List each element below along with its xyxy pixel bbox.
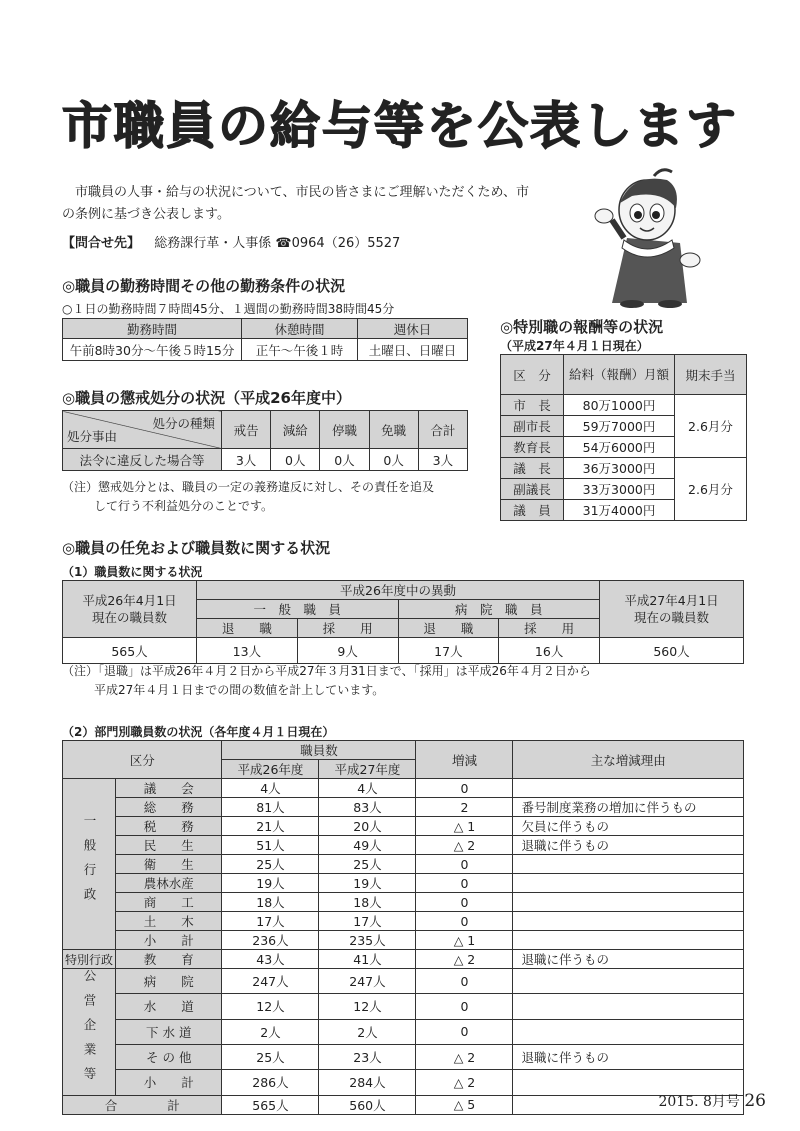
page-number: 26 <box>744 1091 766 1111</box>
header-end-count <box>600 581 744 638</box>
table-row <box>63 893 744 912</box>
dept-name: そ の 他 <box>116 1044 222 1069</box>
department-rows <box>63 779 744 1115</box>
total-y26: 565人 <box>222 1095 319 1114</box>
cell-general-hire: 9人 <box>297 638 398 664</box>
corner-reason: 処分事由 <box>67 429 118 444</box>
discipline-corner <box>63 411 222 449</box>
count-y27: 284人 <box>319 1070 416 1095</box>
header-hospital-staff: 病 院 職 員 <box>398 600 600 619</box>
header-reason: 主な増減理由 <box>513 741 744 779</box>
intro-body: 市職員の人事・給与の状況について、市民の皆さまにご理解いただくため、市の条例に基づき公表します。 <box>62 185 529 222</box>
count-diff: △ 1 <box>416 817 513 836</box>
pay-education-chief: 54万6000円 <box>564 437 675 458</box>
staff-note-line-2: 平成27年４月１日までの間の数値を計上しています。 <box>94 683 385 697</box>
count-diff: △ 1 <box>416 931 513 950</box>
count-y26: 236人 <box>222 931 319 950</box>
work-hours-summary: ○１日の勤務時間７時間45分、１週間の勤務時間38時間45分 <box>62 302 395 316</box>
count-y26: 4人 <box>222 779 319 798</box>
count-diff: △ 2 <box>416 950 513 969</box>
table-row <box>63 931 744 950</box>
count-y26: 247人 <box>222 969 319 994</box>
header-diff: 増減 <box>416 741 513 779</box>
contact-text: 総務課行革・人事係 ☎0964（26）5527 <box>154 236 401 251</box>
count-y26: 2人 <box>222 1019 319 1044</box>
count-y27: 25人 <box>319 855 416 874</box>
group-label <box>63 779 116 950</box>
dept-name: 民 生 <box>116 836 222 855</box>
count-y27: 49人 <box>319 836 416 855</box>
cell-hospital-hire: 16人 <box>499 638 600 664</box>
reason <box>513 969 744 994</box>
title-councillor: 議 員 <box>501 500 564 521</box>
dept-name: 総 務 <box>116 798 222 817</box>
table-row <box>63 817 744 836</box>
count-y26: 12人 <box>222 994 319 1019</box>
page-title: 市職員の給与等を公表します <box>62 97 738 155</box>
appointment-heading: ◎職員の任免および職員数に関する状況 <box>62 539 331 557</box>
header-total: 合計 <box>418 411 467 449</box>
count-y26: 25人 <box>222 855 319 874</box>
group-label <box>63 969 116 1096</box>
dept-name: 農林水産 <box>116 874 222 893</box>
special-pay-heading: ◎特別職の報酬等の状況 <box>500 318 664 336</box>
count-y27: 12人 <box>319 994 416 1019</box>
count-diff: 0 <box>416 994 513 1019</box>
header-category: 区 分 <box>501 355 564 395</box>
table-row <box>63 874 744 893</box>
table-row <box>63 969 744 994</box>
header-y27: 平成27年度 <box>319 760 416 779</box>
group-label-text: 一般行政 <box>82 813 97 912</box>
staff-count-note <box>62 662 591 700</box>
reason: 退職に伴うもの <box>513 836 744 855</box>
dept-name: 商 工 <box>116 893 222 912</box>
count-y26: 21人 <box>222 817 319 836</box>
reason <box>513 994 744 1019</box>
title-vice-chairman: 副議長 <box>501 479 564 500</box>
table-row <box>63 1070 744 1095</box>
title-chairman: 議 長 <box>501 458 564 479</box>
cell-break: 正午～午後１時 <box>242 339 358 361</box>
table-row <box>63 798 744 817</box>
table-row <box>63 1019 744 1044</box>
pay-chairman: 36万3000円 <box>564 458 675 479</box>
cell-dismissal: 0人 <box>369 449 418 471</box>
monthly-pay-label: 給料（報酬）月額 <box>568 366 669 382</box>
work-hours-table <box>62 318 468 361</box>
dept-name: 小 計 <box>116 931 222 950</box>
count-y27: 4人 <box>319 779 416 798</box>
count-diff: 0 <box>416 969 513 994</box>
count-diff: 0 <box>416 1019 513 1044</box>
header-break: 休憩時間 <box>242 319 358 339</box>
pay-vice-chairman: 33万3000円 <box>564 479 675 500</box>
header-y26: 平成26年度 <box>222 760 319 779</box>
header-dept: 区分 <box>63 741 222 779</box>
header-bonus: 期末手当 <box>675 355 747 395</box>
dept-name: 土 木 <box>116 912 222 931</box>
count-y26: 286人 <box>222 1070 319 1095</box>
bonus-council: 2.6月分 <box>675 458 747 521</box>
reason <box>513 855 744 874</box>
count-y26: 81人 <box>222 798 319 817</box>
dept-name: 水 道 <box>116 994 222 1019</box>
header-staff: 職員数 <box>222 741 416 760</box>
row-label: 法令に違反した場合等 <box>63 449 222 471</box>
start-date: 平成26年4月1日 <box>82 593 177 608</box>
issue-label: 2015. 8月号 <box>658 1094 740 1110</box>
header-general-hire: 採 用 <box>297 619 398 638</box>
count-y26: 18人 <box>222 893 319 912</box>
count-y27: 235人 <box>319 931 416 950</box>
cell-start-count: 565人 <box>63 638 197 664</box>
dept-name: 衛 生 <box>116 855 222 874</box>
cell-pay-cut: 0人 <box>271 449 320 471</box>
reason: 退職に伴うもの <box>513 1044 744 1069</box>
header-pay-cut: 減給 <box>271 411 320 449</box>
note-line-1: （注）懲戒処分とは、職員の一定の義務違反に対し、その責任を追及 <box>62 480 435 494</box>
title-education-chief: 教育長 <box>501 437 564 458</box>
reason <box>513 1019 744 1044</box>
group-label-text: 特別行政 <box>64 952 113 967</box>
count-y27: 2人 <box>319 1019 416 1044</box>
table-row <box>63 912 744 931</box>
cell-hospital-retire: 17人 <box>398 638 499 664</box>
count-y27: 247人 <box>319 969 416 994</box>
pay-mayor: 80万1000円 <box>564 395 675 416</box>
header-general-retire: 退 職 <box>197 619 298 638</box>
table-row <box>63 779 744 798</box>
header-hospital-retire: 退 職 <box>398 619 499 638</box>
dept-name: 教 育 <box>116 950 222 969</box>
header-changes: 平成26年度中の異動 <box>197 581 600 600</box>
reason <box>513 779 744 798</box>
total-y27: 560人 <box>319 1095 416 1114</box>
count-diff: 2 <box>416 798 513 817</box>
department-table <box>62 740 744 1115</box>
dept-name: 病 院 <box>116 969 222 994</box>
pay-councillor: 31万4000円 <box>564 500 675 521</box>
count-y26: 17人 <box>222 912 319 931</box>
title-mayor: 市 長 <box>501 395 564 416</box>
staff-count-subheading: （1）職員数に関する状況 <box>62 565 203 579</box>
reason <box>513 931 744 950</box>
reason: 番号制度業務の増加に伴うもの <box>513 798 744 817</box>
intro-text <box>62 182 532 226</box>
header-dismissal: 免職 <box>369 411 418 449</box>
table-row <box>63 836 744 855</box>
total-row <box>63 1095 744 1114</box>
pay-deputy-mayor: 59万7000円 <box>564 416 675 437</box>
count-y26: 51人 <box>222 836 319 855</box>
header-general-staff: 一 般 職 員 <box>197 600 399 619</box>
count-y27: 17人 <box>319 912 416 931</box>
staff-note-line-1: （注）「退職」は平成26年４月２日から平成27年３月31日まで、「採用」は平成26年４月２日から <box>62 664 591 678</box>
cell-reprimand: 3人 <box>222 449 271 471</box>
cell-suspension: 0人 <box>320 449 369 471</box>
note-line-2: して行う不利益処分のことです。 <box>94 499 274 513</box>
reason: 退職に伴うもの <box>513 950 744 969</box>
header-suspension: 停職 <box>320 411 369 449</box>
count-diff: △ 2 <box>416 1070 513 1095</box>
start-label: 現在の職員数 <box>91 610 167 625</box>
work-conditions-heading: ◎職員の勤務時間その他の勤務条件の状況 <box>62 277 346 295</box>
dept-name: 税 務 <box>116 817 222 836</box>
count-y26: 19人 <box>222 874 319 893</box>
footer <box>658 1091 766 1111</box>
header-hospital-hire: 採 用 <box>499 619 600 638</box>
table-row <box>63 1044 744 1069</box>
reason: 欠員に伴うもの <box>513 817 744 836</box>
table-row <box>63 994 744 1019</box>
special-pay-table <box>500 354 747 521</box>
special-pay-date: （平成27年４月１日現在） <box>500 339 649 353</box>
header-monthly-pay <box>564 355 675 395</box>
header-reprimand: 戒告 <box>222 411 271 449</box>
table-row <box>63 855 744 874</box>
end-date: 平成27年4月1日 <box>624 593 719 608</box>
reason <box>513 893 744 912</box>
count-diff: 0 <box>416 874 513 893</box>
contact-info <box>62 232 400 251</box>
count-y26: 43人 <box>222 950 319 969</box>
count-diff: 0 <box>416 779 513 798</box>
cell-end-count: 560人 <box>600 638 744 664</box>
count-diff: 0 <box>416 855 513 874</box>
mascot-illustration <box>592 168 712 308</box>
count-diff: △ 2 <box>416 836 513 855</box>
total-diff: △ 5 <box>416 1095 513 1114</box>
reason <box>513 874 744 893</box>
cell-work-hours: 午前8時30分～午後５時15分 <box>63 339 242 361</box>
department-subheading: （2）部門別職員数の状況（各年度４月１日現在） <box>62 725 335 739</box>
count-y27: 23人 <box>319 1044 416 1069</box>
cell-total: 3人 <box>418 449 467 471</box>
contact-label: 【問合せ先】 <box>62 236 141 251</box>
header-start-count <box>63 581 197 638</box>
bonus-executives: 2.6月分 <box>675 395 747 458</box>
count-diff: 0 <box>416 912 513 931</box>
discipline-table <box>62 410 468 471</box>
title-deputy-mayor: 副市長 <box>501 416 564 437</box>
cell-holidays: 土曜日、日曜日 <box>358 339 468 361</box>
discipline-note <box>62 478 434 516</box>
cell-general-retire: 13人 <box>197 638 298 664</box>
total-label: 合 計 <box>63 1095 222 1114</box>
count-y27: 41人 <box>319 950 416 969</box>
dept-name: 下 水 道 <box>116 1019 222 1044</box>
staff-count-table <box>62 580 744 664</box>
discipline-heading: ◎職員の懲戒処分の状況（平成26年度中） <box>62 389 351 407</box>
count-y27: 83人 <box>319 798 416 817</box>
count-y27: 19人 <box>319 874 416 893</box>
count-y27: 20人 <box>319 817 416 836</box>
reason <box>513 912 744 931</box>
table-row <box>63 950 744 969</box>
dept-name: 議 会 <box>116 779 222 798</box>
header-holidays: 週休日 <box>358 319 468 339</box>
count-y26: 25人 <box>222 1044 319 1069</box>
count-y27: 18人 <box>319 893 416 912</box>
group-label-text: 公営企業等 <box>82 969 97 1092</box>
dept-name: 小 計 <box>116 1070 222 1095</box>
group-label <box>63 950 116 969</box>
corner-type: 処分の種類 <box>152 416 215 431</box>
header-work-hours: 勤務時間 <box>63 319 242 339</box>
end-label: 現在の職員数 <box>633 610 709 625</box>
count-diff: △ 2 <box>416 1044 513 1069</box>
count-diff: 0 <box>416 893 513 912</box>
